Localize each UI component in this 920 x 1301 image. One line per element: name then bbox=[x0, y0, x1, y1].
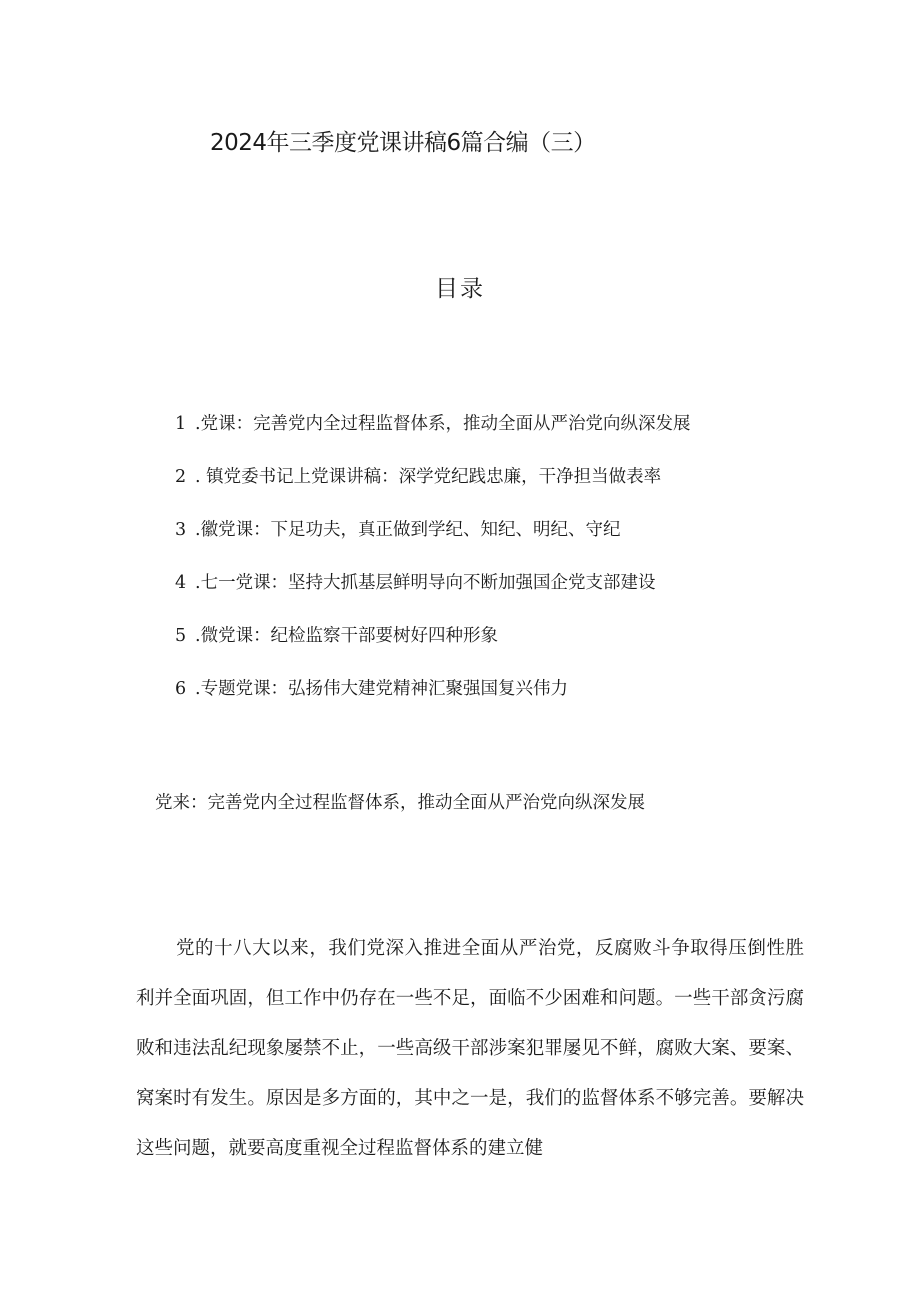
toc-item-text: .党课：完善党内全过程监督体系，推动全面从严治党向纵深发展 bbox=[195, 414, 691, 434]
toc-item-text: . 镇党委书记上党课讲稿：深学党纪践忠廉，干净担当做表率 bbox=[195, 467, 662, 487]
toc-item-text: .专题党课：弘扬伟大建党精神汇聚强国复兴伟力 bbox=[195, 679, 569, 699]
toc-item-6[interactable] bbox=[175, 674, 691, 727]
toc-item-2[interactable] bbox=[175, 462, 691, 515]
table-of-contents bbox=[175, 409, 691, 727]
toc-heading: 目录 bbox=[435, 276, 485, 302]
toc-item-number: 6 bbox=[175, 679, 187, 699]
toc-item-text: .微党课：纪检监察干部要树好四种形象 bbox=[195, 626, 499, 646]
toc-item-5[interactable] bbox=[175, 621, 691, 674]
toc-item-text: .七一党课：坚持大抓基层鲜明导向不断加强国企党支部建设 bbox=[195, 573, 656, 593]
toc-item-number: 5 bbox=[175, 626, 187, 646]
toc-item-3[interactable] bbox=[175, 515, 691, 568]
toc-item-1[interactable] bbox=[175, 409, 691, 462]
toc-item-number: 2 bbox=[175, 467, 187, 487]
toc-item-4[interactable] bbox=[175, 568, 691, 621]
toc-item-text: .徽党课：下足功夫，真正做到学纪、知纪、明纪、守纪 bbox=[195, 520, 621, 540]
document-title: 2024年三季度党课讲稿6篇合编（三） bbox=[210, 130, 596, 156]
toc-item-number: 3 bbox=[175, 520, 187, 540]
body-paragraph: 党的十八大以来，我们党深入推进全面从严治党，反腐败斗争取得压倒性胜利并全面巩固，但工作中仍存在一些不足，面临不少困难和问题。一些干部贪污腐败和违法乱纪现象屡禁不止，一些高级干部涉案犯罪屡见不鲜，腐败大案、要案、窝案时有发生。原因是多方面的，其中之一是，我们的监督体系不够完善。要解决这些问题，就要高度重视全过程监督体系的建立健 bbox=[136, 938, 804, 1159]
section-heading: 党来：完善党内全过程监督体系，推动全面从严治党向纵深发展 bbox=[155, 793, 645, 813]
toc-item-number: 1 bbox=[175, 414, 187, 434]
toc-item-number: 4 bbox=[175, 573, 187, 593]
